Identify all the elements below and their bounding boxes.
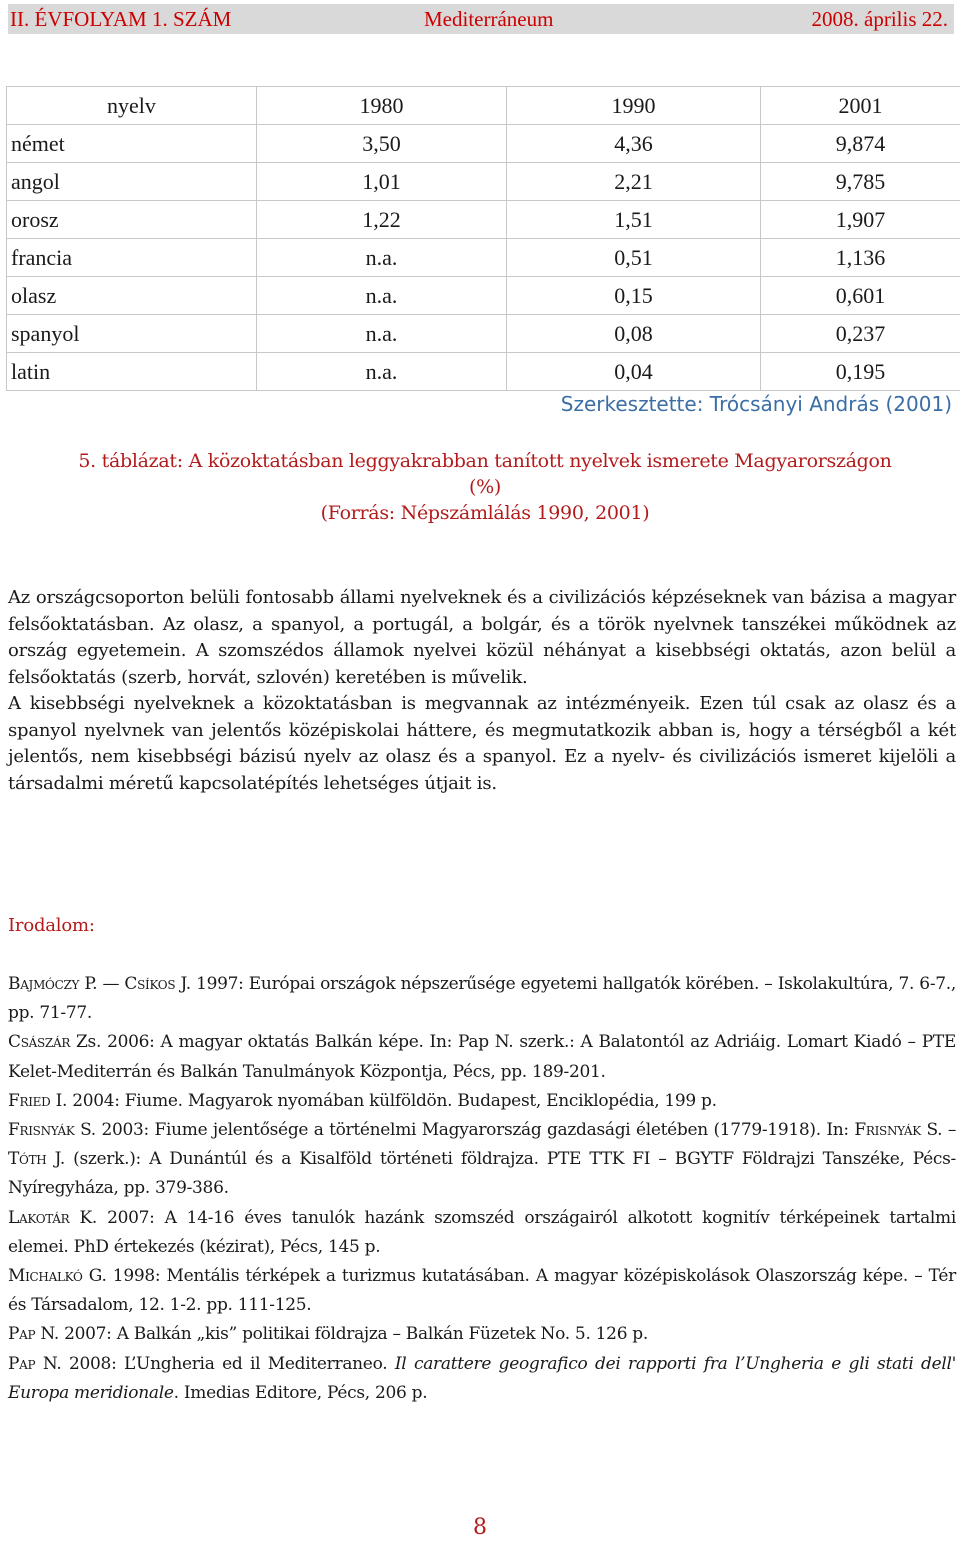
caption-unit: (%) — [469, 476, 501, 498]
paragraph: A kisebbségi nyelveknek a közoktatásban is megvannak az intézményeik. Ezen túl csak az olasz és a spanyol nyelvnek van jelentős középiskolai háttere, és megmutatkozik abban is, hogy a térségből a két jelentős, nem kisebbségi bázisú nyelv az olasz és a spanyol. Ez a nyelv- és civilizációs ismeret kijelöli a társadalmi méretű kapcsolatépítés lehetséges útjait is. — [8, 693, 956, 794]
table-cell: 1,136 — [761, 239, 960, 277]
column-header: 1990 — [507, 87, 761, 125]
references-heading: Irodalom: — [8, 915, 95, 936]
table-cell: német — [7, 125, 257, 163]
table-cell: 9,874 — [761, 125, 960, 163]
table-row — [7, 125, 960, 163]
table-row — [7, 201, 960, 239]
table-row — [7, 315, 960, 353]
page-number: 8 — [473, 1515, 487, 1540]
table-cell: 0,237 — [761, 315, 960, 353]
reference-item: Császár Zs. 2006: A magyar oktatás Balkán képe. In: Pap N. szerk.: A Balatontól az Adriáig. Lomart Kiadó – PTE Kelet-Mediterrán és Balkán Tanulmányok Központja, Pécs, pp. 189-201. — [8, 1032, 957, 1082]
table-cell: 0,15 — [507, 277, 761, 315]
table-cell: 1,22 — [257, 201, 507, 239]
table-row — [7, 353, 960, 391]
table-cell: n.a. — [257, 239, 507, 277]
reference-item: Pap N. 2007: A Balkán „kis” politikai földrajza – Balkán Füzetek No. 5. 126 p. — [8, 1324, 648, 1345]
table-cell: n.a. — [257, 353, 507, 391]
table-cell: 9,785 — [761, 163, 960, 201]
table-cell: francia — [7, 239, 257, 277]
table-row — [7, 239, 960, 277]
caption-title: 5. táblázat: A közoktatásban leggyakrabban tanított nyelvek ismerete Magyarországon — [78, 450, 892, 472]
reference-item: Lakotár K. 2007: A 14-16 éves tanulók hazánk szomszéd országairól alkotott kognitív térképeinek tartalmi elemei. PhD értekezés (kézirat), Pécs, 145 p. — [8, 1207, 956, 1257]
table-row — [7, 277, 960, 315]
column-header: nyelv — [7, 87, 257, 125]
table-cell: 2,21 — [507, 163, 761, 201]
table-cell: 1,907 — [761, 201, 960, 239]
table-header-row — [7, 87, 960, 125]
table-cell: 0,04 — [507, 353, 761, 391]
running-header — [8, 4, 954, 34]
table-cell: n.a. — [257, 277, 507, 315]
column-header: 1980 — [257, 87, 507, 125]
reference-item: Michalkó G. 1998: Mentális térképek a turizmus kutatásában. A magyar középiskolások Olaszország képe. – Tér és Társadalom, 12. 1-2. pp. 111-125. — [8, 1266, 956, 1316]
reference-item: Bajmóczy P. — Csíkos J. 1997: Európai országok népszerűsége egyetemi hallgatók körében. – Iskolakultúra, 7. 6-7., pp. 71-77. — [8, 974, 956, 1024]
caption-source: (Forrás: Népszámlálás 1990, 2001) — [320, 502, 650, 524]
body-text — [8, 585, 956, 797]
table-cell: olasz — [7, 277, 257, 315]
table-cell: 0,51 — [507, 239, 761, 277]
reference-item: Fried I. 2004: Fiume. Magyarok nyomában külföldön. Budapest, Enciklopédia, 199 p. — [8, 1090, 717, 1111]
header-date: 2008. április 22. — [811, 7, 948, 31]
table-cell: 1,01 — [257, 163, 507, 201]
table-cell: n.a. — [257, 315, 507, 353]
table-cell: angol — [7, 163, 257, 201]
table-row — [7, 163, 960, 201]
table-credit: Szerkesztette: Trócsányi András (2001) — [560, 392, 952, 416]
column-header: 2001 — [761, 87, 960, 125]
table-cell: 3,50 — [257, 125, 507, 163]
header-journal-title: Mediterráneum — [424, 7, 554, 31]
paragraph: Az országcsoporton belüli fontosabb állami nyelveknek és a civilizációs képzéseknek van bázisa a magyar felsőoktatásban. Az olasz, a spanyol, a portugál, a bolgár, és a török nyelvnek tanszékei működnek az ország egyetemein. A szomszédos államok nyelvei közül néhányat a kisebbségi oktatás, azon belül a felsőoktatás (szerb, horvát, szlovén) keretében is művelik. — [8, 587, 956, 688]
header-volume: II. ÉVFOLYAM 1. SZÁM — [10, 7, 232, 31]
reference-item: Pap N. 2008: L’Ungheria ed il Mediterraneo. Il carattere geografico dei rapporti fra l’Ungheria e gli stati dell' Europa meridionale. Imedias Editore, Pécs, 206 p. — [8, 1353, 957, 1403]
table-cell: 0,601 — [761, 277, 960, 315]
table-caption — [20, 448, 950, 526]
table-cell: spanyol — [7, 315, 257, 353]
table-cell: 4,36 — [507, 125, 761, 163]
table-cell: 1,51 — [507, 201, 761, 239]
table-cell: 0,195 — [761, 353, 960, 391]
table-cell: latin — [7, 353, 257, 391]
reference-list — [8, 970, 956, 1408]
language-table — [6, 86, 960, 391]
table-cell: orosz — [7, 201, 257, 239]
table-cell: 0,08 — [507, 315, 761, 353]
reference-item: Frisnyák S. 2003: Fiume jelentősége a történelmi Magyarország gazdasági életében (1779-1918). In: Frisnyák S. – Tóth J. (szerk.): A Dunántúl és a Kisalföld történeti földrajza. PTE TTK FI – BGYTF Földrajzi Tanszéke, Pécs-Nyíregyháza, pp. 379-386. — [8, 1120, 957, 1199]
